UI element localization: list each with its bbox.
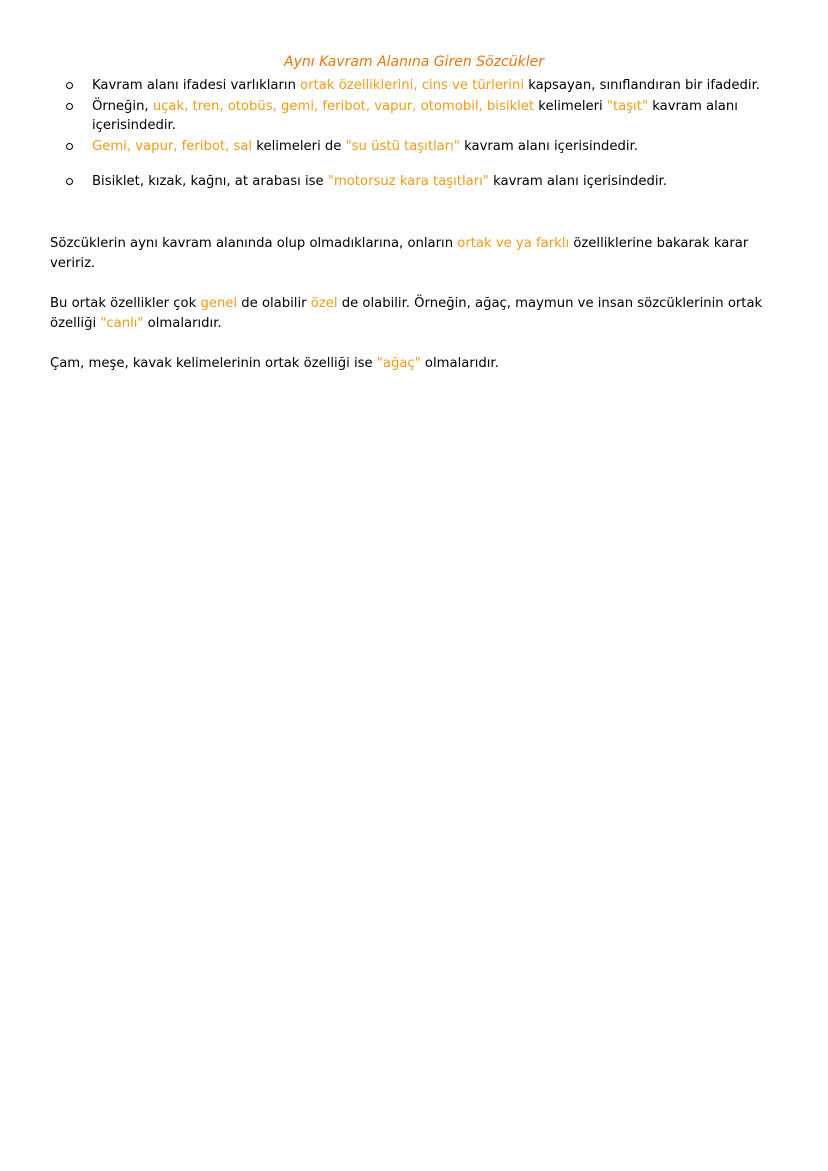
highlighted-term: "canlı" bbox=[100, 316, 144, 331]
paragraph-text: de olabilir bbox=[237, 296, 311, 311]
bullet-text: kavram alanı içerisindedir. bbox=[92, 98, 738, 133]
paragraph-text: olmalarıdır. bbox=[420, 356, 499, 371]
page-title: Aynı Kavram Alanına Giren Sözcükler bbox=[284, 54, 544, 70]
highlighted-term: "ağaç" bbox=[376, 356, 421, 371]
bullet-text: kavram alanı içerisindedir. bbox=[459, 138, 638, 154]
paragraph-text: Çam, meşe, kavak kelimelerinin ortak özelliği ise bbox=[50, 356, 377, 371]
paragraph-text: Bu ortak özellikler çok bbox=[50, 296, 201, 311]
paragraph-tree-example bbox=[50, 354, 780, 374]
hollow-circle-bullet-icon bbox=[66, 178, 73, 185]
paragraph-text: de olabilir. Örneğin, ağaç, maymun ve insan sözcüklerinin ortak özelliği bbox=[50, 296, 763, 331]
highlighted-term: ortak özelliklerini, cins ve türlerini bbox=[300, 78, 524, 93]
paragraph-text: olmalarıdır. bbox=[143, 316, 222, 331]
paragraph-decision bbox=[50, 234, 780, 274]
highlighted-term: "su üstü taşıtları" bbox=[345, 138, 460, 154]
highlighted-term: ortak ve ya farklı bbox=[457, 236, 570, 251]
bullet-text: Kavram alanı ifadesi varlıkların bbox=[92, 78, 301, 93]
hollow-circle-bullet-icon bbox=[66, 103, 73, 110]
bullet-text: kapsayan, sınıflandıran bir ifadedir. bbox=[524, 78, 760, 93]
bullet-text: Bisiklet, kızak, kağnı, at arabası ise bbox=[92, 174, 328, 189]
bullet-item-water-vehicles bbox=[50, 137, 780, 157]
paragraph-general-specific bbox=[50, 294, 780, 334]
hollow-circle-bullet-icon bbox=[66, 82, 73, 89]
bullet-text: kavram alanı içerisindedir. bbox=[488, 174, 667, 189]
bullet-item-land-vehicles bbox=[50, 172, 780, 192]
bullet-item-vehicle-example bbox=[50, 97, 780, 136]
highlighted-term: genel bbox=[200, 296, 238, 311]
bullet-text: Örneğin, bbox=[92, 98, 153, 114]
highlighted-term: uçak, tren, otobüs, gemi, feribot, vapur, otomobil, bisiklet bbox=[152, 98, 535, 114]
highlighted-term: "taşıt" bbox=[606, 98, 649, 114]
bullet-text: kelimeleri bbox=[534, 98, 607, 114]
highlighted-term: özel bbox=[310, 296, 338, 311]
bullet-list bbox=[50, 76, 780, 193]
paragraph-text: Sözcüklerin aynı kavram alanında olup olmadıklarına, onların bbox=[50, 236, 458, 251]
hollow-circle-bullet-icon bbox=[66, 143, 73, 150]
bullet-text: kelimeleri de bbox=[252, 138, 346, 154]
bullet-item-definition bbox=[50, 76, 780, 96]
highlighted-term: "motorsuz kara taşıtları" bbox=[327, 174, 489, 189]
paragraph-text: özelliklerine bakarak karar veririz. bbox=[50, 236, 749, 271]
highlighted-term: Gemi, vapur, feribot, sal bbox=[92, 138, 253, 154]
